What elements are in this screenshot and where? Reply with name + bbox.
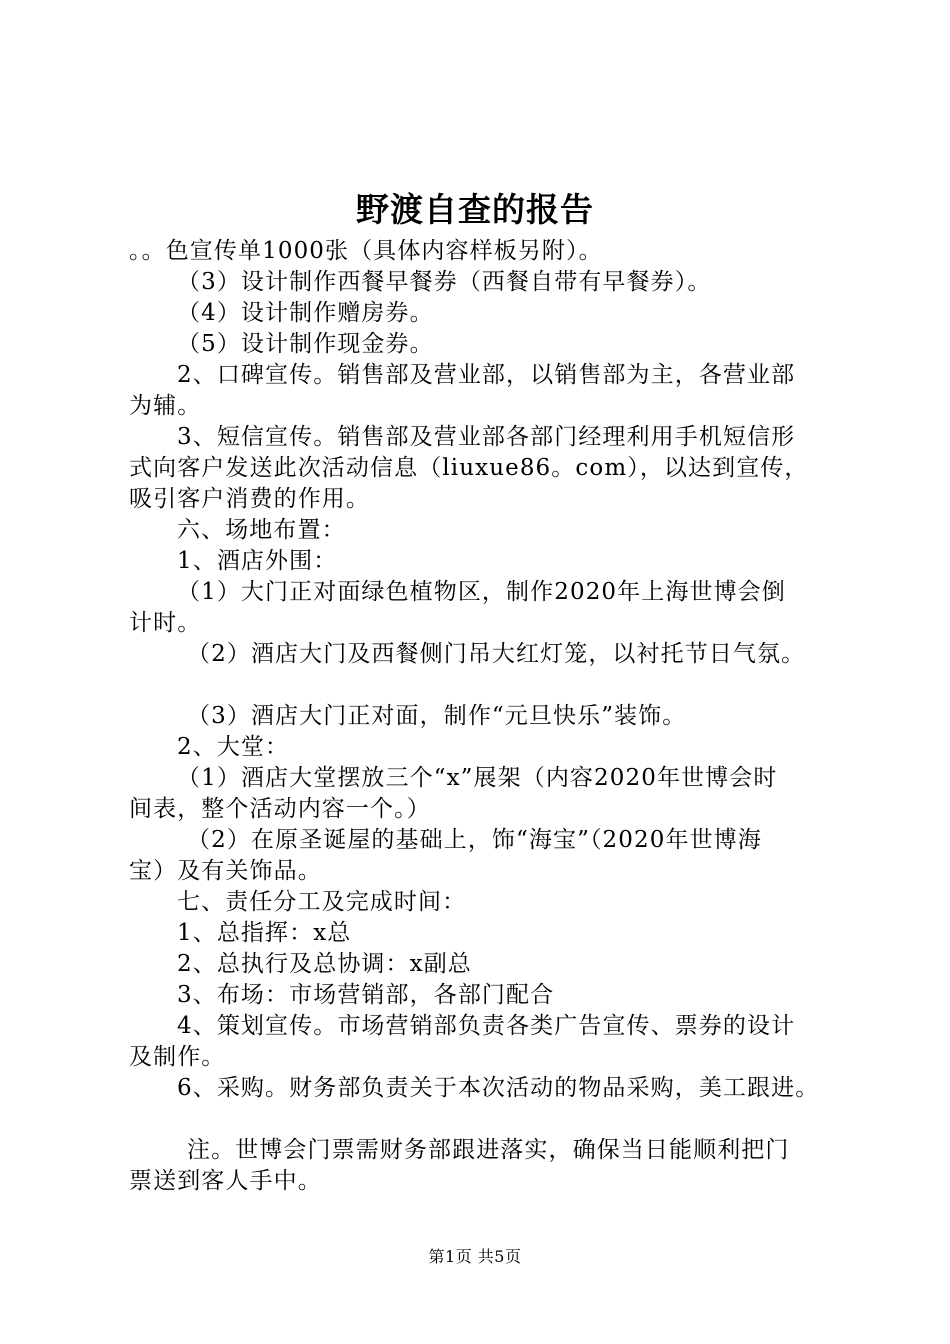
body-line: （3）酒店大门正对面，制作“元旦快乐”装饰。 — [187, 703, 687, 729]
body-line: 2、口碑宣传。销售部及营业部，以销售部为主，各营业部 — [177, 362, 796, 388]
body-line: （1）酒店大堂摆放三个“x”展架（内容2020年世博会时 — [177, 765, 778, 791]
section-heading: 六、场地布置： — [177, 517, 346, 543]
body-line: （3）设计制作西餐早餐券（西餐自带有早餐券）。 — [177, 269, 712, 295]
document-title: 野渡自查的报告 — [356, 190, 594, 229]
body-line: 吸引客户消费的作用。 — [129, 486, 370, 512]
body-line: 1、总指挥：x总 — [177, 920, 352, 946]
section-heading: 七、责任分工及完成时间： — [177, 889, 467, 915]
body-line: （2）酒店大门及西餐侧门吊大红灯笼，以衬托节日气氛。 — [187, 641, 806, 667]
body-line: 2、总执行及总协调：x副总 — [177, 951, 472, 977]
body-line: 4、策划宣传。市场营销部负责各类广告宣传、票券的设计 — [177, 1013, 796, 1039]
body-line: 计时。 — [129, 610, 202, 636]
body-line: 2、大堂： — [177, 734, 290, 760]
body-line: 间表，整个活动内容一个。） — [129, 796, 431, 822]
body-line: 票送到客人手中。 — [129, 1168, 322, 1194]
body-line: 1、酒店外围： — [177, 548, 338, 574]
document-body — [129, 236, 841, 1197]
body-line: 为辅。 — [129, 393, 202, 419]
body-line: 宝）及有关饰品。 — [129, 858, 322, 884]
body-line: 6、采购。财务部负责关于本次活动的物品采购，美工跟进。 — [177, 1075, 820, 1101]
body-line: （4）设计制作赠房券。 — [177, 300, 434, 326]
body-line: 式向客户发送此次活动信息（liuxue86。com），以达到宣传， — [129, 455, 809, 481]
page-footer: 第1页 共5页 — [428, 1247, 522, 1266]
body-line: 3、短信宣传。销售部及营业部各部门经理利用手机短信形 — [177, 424, 796, 450]
body-line: （5）设计制作现金券。 — [177, 331, 434, 357]
blank-line — [129, 670, 841, 701]
body-line: 及制作。 — [129, 1044, 226, 1070]
blank-line — [129, 1104, 841, 1135]
body-line: 。。色宣传单1000张（具体内容样板另附）。 — [129, 238, 603, 264]
body-line: （2）在原圣诞屋的基础上，饰“海宝”（2020年世博海 — [187, 827, 762, 853]
body-line: （1）大门正对面绿色植物区，制作2020年上海世博会倒 — [177, 579, 786, 605]
body-line: 注。世博会门票需财务部跟进落实，确保当日能顺利把门 — [187, 1137, 790, 1163]
body-line: 3、布场：市场营销部，各部门配合 — [177, 982, 555, 1008]
